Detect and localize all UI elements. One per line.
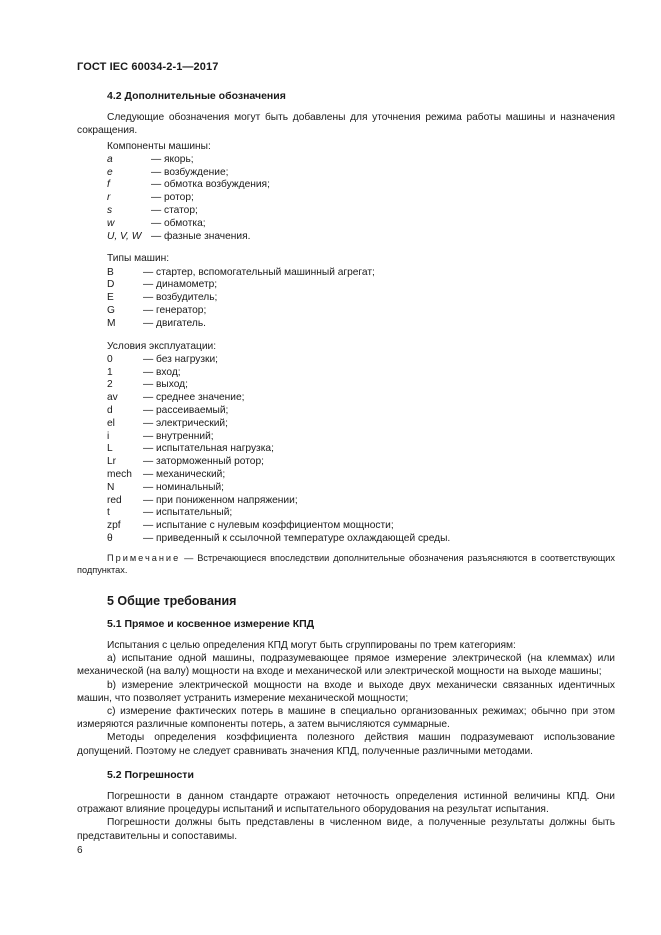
components-list	[107, 154, 615, 244]
condition-symbol: mech	[107, 468, 132, 480]
condition-row	[107, 443, 615, 456]
component-row	[107, 218, 615, 231]
condition-description: — приведенный к ссылочной температуре охлаждающей среды.	[143, 532, 451, 544]
component-row	[107, 205, 615, 218]
condition-symbol: N	[107, 481, 115, 493]
component-row	[107, 179, 615, 192]
condition-row	[107, 379, 615, 392]
condition-row	[107, 482, 615, 495]
component-symbol: e	[107, 166, 113, 178]
condition-row	[107, 431, 615, 444]
component-description: — возбуждение;	[151, 166, 229, 178]
condition-symbol: el	[107, 417, 115, 429]
condition-symbol: red	[107, 494, 122, 506]
section-4-2-title: 4.2 Дополнительные обозначения	[107, 90, 286, 102]
condition-symbol: t	[107, 507, 110, 519]
condition-symbol: Lr	[107, 456, 117, 468]
condition-symbol: zpf	[107, 520, 121, 532]
condition-symbol: L	[107, 443, 113, 455]
conditions-list	[107, 354, 615, 546]
section-5-1-para-1: Испытания с целью определения КПД могут быть сгруппированы по трем категориям:	[107, 639, 516, 651]
condition-description: — выход;	[143, 379, 188, 391]
condition-symbol: d	[107, 404, 113, 416]
section-5-2-title: 5.2 Погрешности	[107, 768, 194, 781]
machine-type-description: — динамометр;	[143, 279, 218, 291]
condition-description: — при пониженном напряжении;	[143, 494, 298, 506]
condition-symbol: θ	[107, 532, 113, 544]
condition-row	[107, 392, 615, 405]
condition-symbol: i	[107, 430, 110, 442]
machine-type-description: — возбудитель;	[143, 292, 218, 304]
section-5-1-item-a: a) испытание одной машины, подразумевающее прямое измерение электрической (на клеммах) или механической (на валу) мощности на входе и механической или электрической мощности на выходе машины;	[77, 653, 615, 678]
machine-type-row	[107, 318, 615, 331]
section-5-1-item-b: b) измерение электрической мощности на входе и выходе двух механически связанных идентичных машин, что позволяет устранить измерение механической мощности;	[77, 679, 615, 704]
section-5-2-para-2: Погрешности должны быть представлены в численном виде, а полученные результаты должны быть представительны и сопоставимы.	[77, 817, 615, 842]
note-label: Примечание	[107, 552, 181, 563]
machine-type-description: — генератор;	[143, 304, 207, 316]
condition-description: — заторможенный ротор;	[143, 456, 264, 468]
component-description: — обмотка;	[151, 217, 206, 229]
component-description: — фазные значения.	[151, 230, 251, 242]
note-text: — Встречающиеся впоследствии дополнительные обозначения разъясняются в соответствующих подпунктах.	[77, 552, 615, 575]
condition-row	[107, 405, 615, 418]
condition-row	[107, 367, 615, 380]
condition-row	[107, 495, 615, 508]
component-symbol: w	[107, 217, 115, 229]
condition-description: — рассеиваемый;	[143, 404, 229, 416]
section-5-2-para-1: Погрешности в данном стандарте отражают неточность определения истинной величины КПД. Они отражают влияние процедуры испытаний и испытательного оборудования на результат испытания.	[77, 790, 615, 816]
machine-type-symbol: M	[107, 317, 116, 329]
section-5-title: 5 Общие требования	[107, 593, 237, 608]
component-description: — ротор;	[151, 192, 194, 204]
page-number: 6	[77, 845, 83, 856]
component-row	[107, 154, 615, 167]
condition-description: — вход;	[143, 366, 181, 378]
machine-type-row	[107, 267, 615, 280]
section-5-1-title: 5.1 Прямое и косвенное измерение КПД	[107, 617, 315, 630]
types-list	[107, 267, 615, 331]
machine-type-symbol: B	[107, 266, 114, 278]
components-label: Компоненты машины:	[107, 140, 211, 152]
component-symbol: f	[107, 179, 110, 191]
conditions-label: Условия эксплуатации:	[107, 340, 217, 352]
component-description: — обмотка возбуждения;	[151, 179, 270, 191]
component-symbol: r	[107, 192, 111, 204]
component-description: — статор;	[151, 205, 198, 216]
page-content	[77, 90, 615, 843]
component-symbol: U, V, W	[107, 230, 142, 242]
section-4-2-intro: Следующие обозначения могут быть добавлены для уточнения режима работы машины и назначения сокращения.	[77, 112, 615, 137]
component-row	[107, 231, 615, 244]
condition-row	[107, 418, 615, 431]
condition-description: — механический;	[143, 468, 226, 480]
machine-type-symbol: G	[107, 304, 115, 316]
condition-symbol: 0	[107, 353, 113, 365]
condition-row	[107, 354, 615, 367]
condition-description: — без нагрузки;	[143, 353, 218, 365]
condition-description: — внутренний;	[143, 430, 214, 442]
component-row	[107, 192, 615, 205]
condition-description: — испытание с нулевым коэффициентом мощности;	[143, 520, 394, 532]
condition-description: — испытательная нагрузка;	[143, 443, 274, 455]
component-row	[107, 167, 615, 180]
document-header: ГОСТ IEC 60034-2-1—2017	[77, 61, 219, 73]
section-5-1-item-c: c) измерение фактических потерь в машине в специально организованных режимах; обычно при этом измеряются различные компоненты потерь, а затем вычисляются суммарные.	[77, 705, 615, 731]
condition-symbol: 1	[107, 366, 113, 378]
machine-type-row	[107, 305, 615, 318]
condition-row	[107, 456, 615, 469]
machine-type-symbol: E	[107, 292, 114, 304]
section-5-1-para-2: Методы определения коэффициента полезного действия машин подразумевают использование допущений. Поэтому не следует сравнивать значения КПД, полученные различными методами.	[77, 732, 615, 757]
note	[77, 552, 615, 576]
condition-row	[107, 507, 615, 520]
types-label: Типы машин:	[107, 253, 170, 265]
component-symbol: s	[107, 205, 113, 216]
condition-description: — среднее значение;	[143, 392, 245, 404]
condition-symbol: av	[107, 392, 118, 404]
condition-description: — электрический;	[143, 417, 228, 429]
machine-type-description: — стартер, вспомогательный машинный агрегат;	[143, 266, 375, 278]
component-description: — якорь;	[151, 153, 194, 165]
machine-type-symbol: D	[107, 279, 115, 291]
machine-type-row	[107, 279, 615, 292]
component-symbol: a	[107, 153, 113, 165]
machine-type-row	[107, 292, 615, 305]
machine-type-description: — двигатель.	[143, 317, 206, 329]
condition-description: — номинальный;	[143, 481, 225, 493]
condition-symbol: 2	[107, 379, 113, 391]
condition-row	[107, 533, 615, 546]
condition-row	[107, 520, 615, 533]
condition-row	[107, 469, 615, 482]
condition-description: — испытательный;	[143, 507, 233, 519]
